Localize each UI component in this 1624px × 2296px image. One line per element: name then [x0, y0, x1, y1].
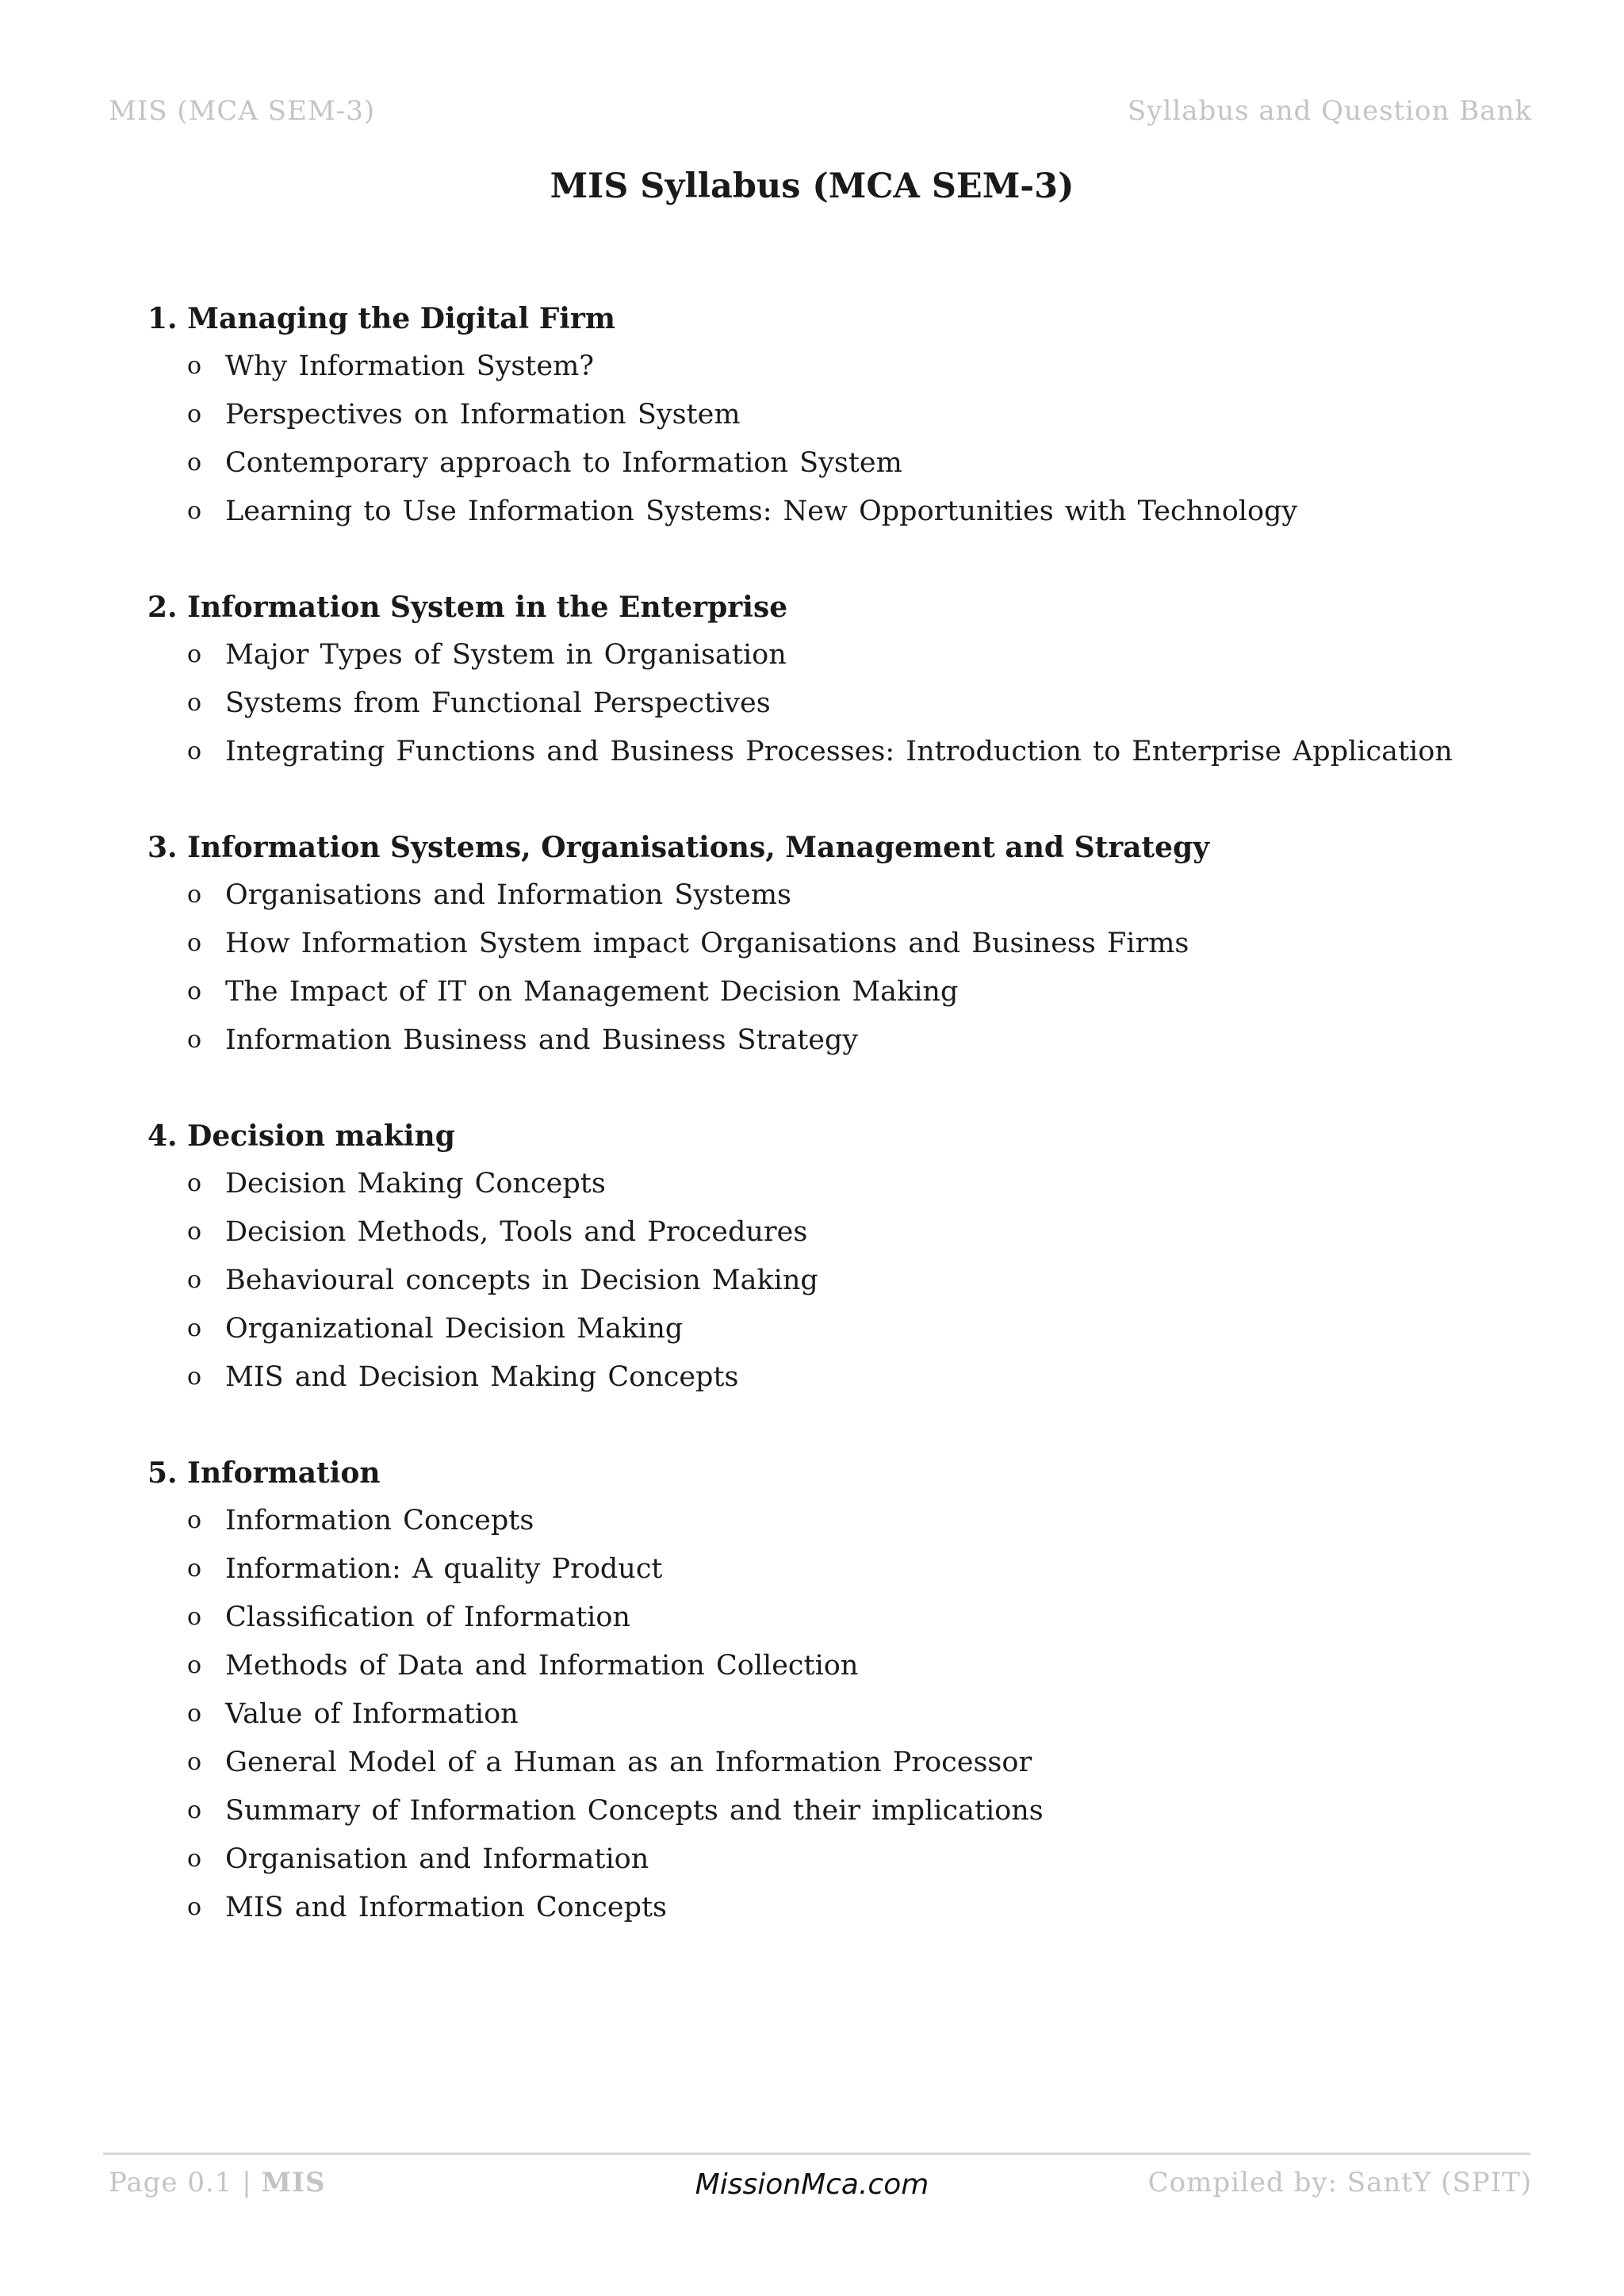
topic-text: Behavioural concepts in Decision Making: [225, 1265, 818, 1296]
list-item: [147, 446, 1575, 494]
topic-text: MIS and Decision Making Concepts: [225, 1361, 739, 1393]
topic-text: Decision Making Concepts: [225, 1168, 606, 1200]
bullet-icon: o: [187, 1797, 202, 1824]
bullet-icon: o: [187, 1506, 202, 1534]
topic-list: [147, 1166, 1575, 1408]
site-logo: MissionMca.com: [695, 2168, 929, 2201]
bullet-icon: o: [187, 978, 202, 1005]
topic-text: Contemporary approach to Information System: [225, 447, 902, 479]
topic-text: Value of Information: [225, 1698, 519, 1730]
footer-compiled-by: Compiled by: SantY (SPIT): [1147, 2167, 1532, 2198]
topic-text: Information Concepts: [225, 1505, 534, 1536]
section-title: Information System in the Enterprise: [187, 591, 788, 624]
page-number: Page 0.1 |: [109, 2167, 252, 2198]
section-2: [147, 588, 1575, 783]
section-heading: [147, 1454, 1575, 1503]
topic-text: Summary of Information Concepts and their implications: [225, 1795, 1044, 1827]
topic-text: Learning to Use Information Systems: New Opportunities with Technology: [225, 496, 1298, 527]
topic-text: Organisations and Information Systems: [225, 879, 791, 911]
bullet-icon: o: [187, 1603, 202, 1631]
bullet-icon: o: [187, 1651, 202, 1679]
bullet-icon: o: [187, 641, 202, 668]
section-number: 3.: [147, 831, 178, 864]
topic-text: Major Types of System in Organisation: [225, 639, 787, 671]
section-heading: [147, 300, 1575, 349]
bullet-icon: o: [187, 449, 202, 476]
list-item: [147, 1311, 1575, 1360]
section-4: [147, 1117, 1575, 1408]
bullet-icon: o: [187, 1218, 202, 1246]
section-5: [147, 1454, 1575, 1938]
bullet-icon: o: [187, 1026, 202, 1054]
bullet-icon: o: [187, 1893, 202, 1921]
bullet-icon: o: [187, 929, 202, 957]
list-item: [147, 397, 1575, 446]
section-3: [147, 828, 1575, 1071]
bullet-icon: o: [187, 352, 202, 380]
list-item: [147, 1360, 1575, 1408]
list-item: [147, 1552, 1575, 1600]
list-item: [147, 1697, 1575, 1745]
list-item: [147, 1215, 1575, 1263]
list-item: [147, 1600, 1575, 1648]
header-right-text: Syllabus and Question Bank: [1128, 95, 1532, 127]
footer-divider: [103, 2152, 1530, 2155]
topic-text: Why Information System?: [225, 350, 595, 382]
topic-text: Information Business and Business Strategy: [225, 1024, 859, 1056]
list-item: [147, 1648, 1575, 1697]
syllabus-content: [147, 300, 1575, 1984]
list-item: [147, 974, 1575, 1023]
topic-text: Systems from Functional Perspectives: [225, 687, 771, 719]
bullet-icon: o: [187, 1845, 202, 1873]
topic-list: [147, 637, 1575, 783]
topic-text: Methods of Data and Information Collection: [225, 1650, 859, 1682]
topic-text: How Information System impact Organisations and Business Firms: [225, 928, 1189, 959]
section-heading: [147, 588, 1575, 637]
section-title: Managing the Digital Firm: [187, 302, 615, 335]
bullet-icon: o: [187, 689, 202, 717]
topic-text: The Impact of IT on Management Decision Making: [225, 976, 959, 1008]
section-number: 1.: [147, 302, 178, 335]
topic-text: Integrating Functions and Business Processes: Introduction to Enterprise Application: [225, 736, 1453, 767]
section-title: Information Systems, Organisations, Management and Strategy: [187, 831, 1210, 864]
section-number: 4.: [147, 1119, 178, 1153]
bullet-icon: o: [187, 400, 202, 428]
list-item: [147, 1023, 1575, 1071]
footer-subject: MIS: [261, 2167, 326, 2198]
topic-list: [147, 878, 1575, 1071]
bullet-icon: o: [187, 1169, 202, 1197]
bullet-icon: o: [187, 1266, 202, 1294]
list-item: [147, 734, 1575, 783]
bullet-icon: o: [187, 881, 202, 909]
bullet-icon: o: [187, 497, 202, 525]
list-item: [147, 1793, 1575, 1842]
topic-text: MIS and Information Concepts: [225, 1892, 668, 1923]
bullet-icon: o: [187, 1314, 202, 1342]
list-item: [147, 686, 1575, 734]
bullet-icon: o: [187, 737, 202, 765]
section-title: Information: [187, 1456, 381, 1490]
bullet-icon: o: [187, 1555, 202, 1582]
list-item: [147, 637, 1575, 686]
topic-text: Organisation and Information: [225, 1843, 649, 1875]
topic-list: [147, 1503, 1575, 1938]
bullet-icon: o: [187, 1363, 202, 1391]
section-title: Decision making: [187, 1119, 455, 1153]
list-item: [147, 1503, 1575, 1552]
list-item: [147, 494, 1575, 542]
list-item: [147, 1263, 1575, 1311]
topic-text: Organizational Decision Making: [225, 1313, 684, 1345]
section-number: 5.: [147, 1456, 178, 1490]
list-item: [147, 1745, 1575, 1793]
topic-text: Information: A quality Product: [225, 1553, 663, 1585]
list-item: [147, 1890, 1575, 1938]
list-item: [147, 926, 1575, 974]
topic-list: [147, 349, 1575, 542]
page-title: MIS Syllabus (MCA SEM-3): [550, 166, 1074, 206]
section-number: 2.: [147, 591, 178, 624]
list-item: [147, 1842, 1575, 1890]
bullet-icon: o: [187, 1748, 202, 1776]
list-item: [147, 1166, 1575, 1215]
topic-text: Decision Methods, Tools and Procedures: [225, 1216, 808, 1248]
list-item: [147, 349, 1575, 397]
topic-text: Classification of Information: [225, 1601, 630, 1633]
bullet-icon: o: [187, 1700, 202, 1728]
section-heading: [147, 828, 1575, 878]
list-item: [147, 878, 1575, 926]
section-1: [147, 300, 1575, 542]
section-heading: [147, 1117, 1575, 1166]
header-left-text: MIS (MCA SEM-3): [109, 95, 376, 127]
topic-text: Perspectives on Information System: [225, 399, 741, 430]
topic-text: General Model of a Human as an Information Processor: [225, 1747, 1032, 1778]
